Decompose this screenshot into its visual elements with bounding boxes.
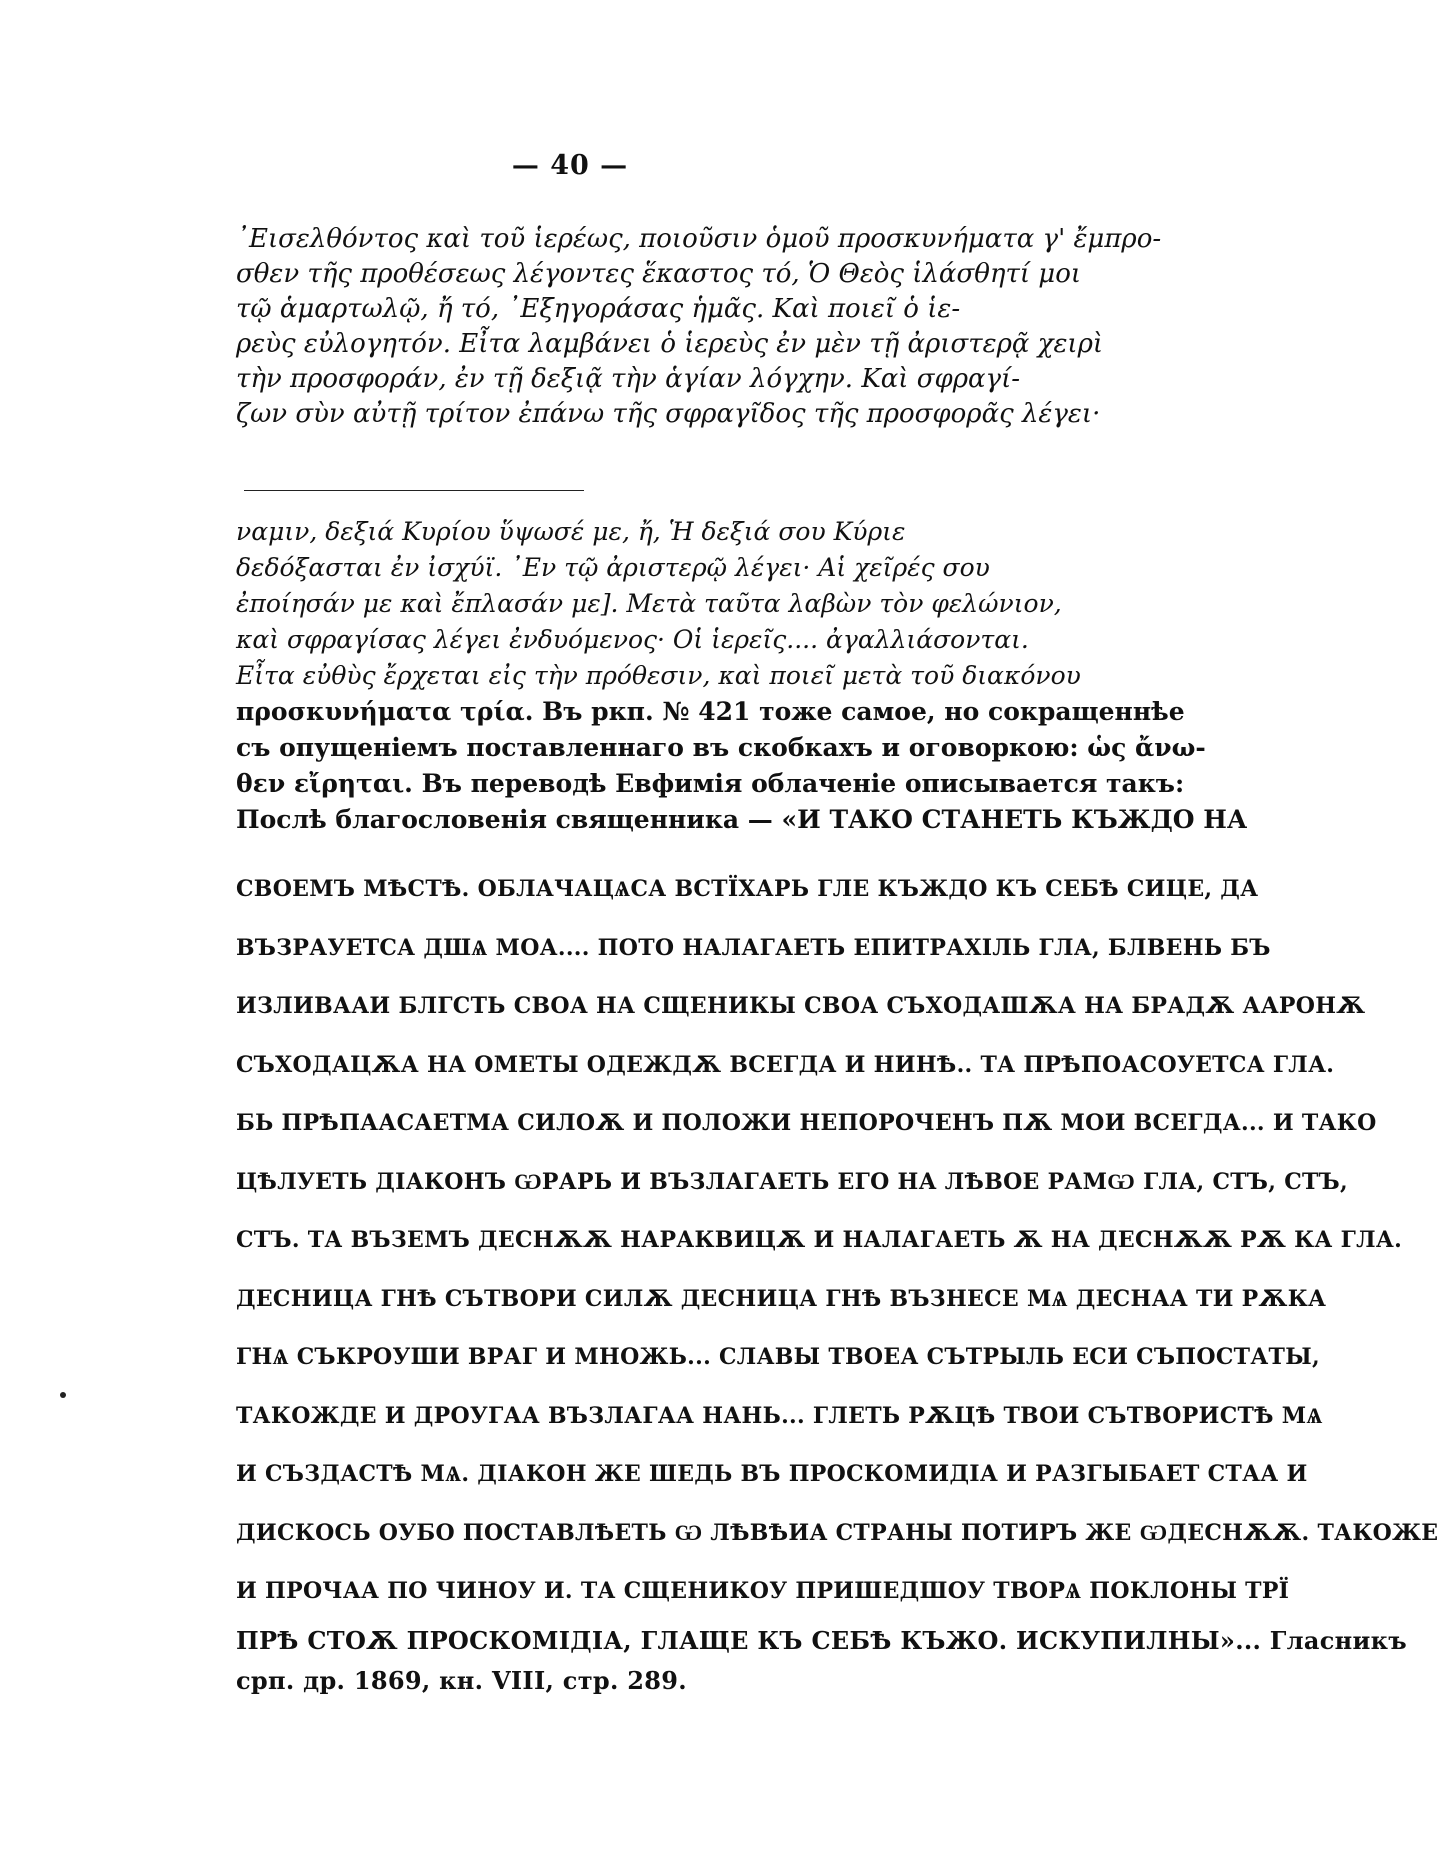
- slavonic-line: ДИСКОСЬ ОУБО ПОСТАВЛѢЕТЬ Ѡ ЛѢВѢИА СТРАНЫ ПОТИРЪ ЖЕ ѠДЕСНѪѪ. ТАКОЖЕ: [236, 1519, 1438, 1546]
- slavonic-line: И СЪЗДАСТѢ МѦ. ДІАКОН ЖЕ ШЕДЬ ВЪ ПРОСКОМИДІА И РАЗГЫБАЕТ СТАА И: [236, 1461, 1308, 1487]
- slavonic-line: БЬ ПРѢПААСАЕТМА СИЛОѪ И ПОЛОЖИ НЕПОРОЧЕНЪ ПѪ МОИ ВСЕГДА... И ТАКО: [236, 1110, 1377, 1136]
- slavonic-line: СЪХОДАЦѪА НА ОМЕТЫ ОДЕЖДѪ ВСЕГДА И НИНѢ.. ТА ПРѢПОАСОУЕТСА ГЛА.: [236, 1051, 1335, 1078]
- slavonic-line: СТЪ. ТА ВЪЗЕМЪ ДЕСНѪѪ НАРАКВИЦѪ И НАЛАГАЕТЬ Ѫ НА ДЕСНѪѪ РѪ КА ГЛА.: [236, 1227, 1403, 1253]
- slavonic-line: СВОЕМЪ МѢСТѢ. ОБЛАЧАЦѦСА ВСТЇХАРЬ ГЛЕ КЪЖДО КЪ СЕБѢ СИЦЕ, ДА: [236, 876, 1259, 902]
- slavonic-citation-line: ПРѢ СТОѪ ПРОСКОМІДІА, ГЛАЩЕ КЪ СЕБѢ КЪЖО. ИСКУПИЛНЫ»... Гласникъ: [236, 1625, 1407, 1655]
- slavonic-line: ГНѦ СЪКРОУШИ ВРАГ И МНОЖЬ... СЛАВЫ ТВОЕА СЪТРЫЛЬ ЕСИ СЪПОСТАТЫ,: [236, 1344, 1320, 1370]
- slavonic-line: ДЕСНИЦА ГНѢ СЪТВОРИ СИЛѪ ДЕСНИЦА ГНѢ ВЪЗНЕСЕ МѦ ДЕСНАА ТИ РѪКА: [236, 1285, 1327, 1312]
- footnote-line: θεν εἴρηται. Въ переводѣ Евфимія облаченіе описывается такъ:: [236, 769, 1185, 798]
- citation-line: срп. др. 1869, кн. VIII, стр. 289.: [236, 1665, 687, 1695]
- main-text-line: ζων σὺν αὐτῇ τρίτον ἐπάνω τῆς σφραγῖδος τῆς προσφορᾶς λέγει·: [236, 399, 1101, 429]
- footnote-line: καὶ σφραγίσας λέγει ἐνδυόμενος· Οἱ ἱερεῖς.... ἀγαλλιάσονται.: [236, 625, 1029, 654]
- footnote-line: Послѣ благословенія священника — «И ТАКО СТАНЕТЬ КЪЖДО НА: [236, 805, 1248, 834]
- footnote-line: προσκυνήματα τρία. Въ ркп. № 421 тоже самое, но сокращеннѣе: [236, 697, 1185, 726]
- slavonic-line: И ПРОЧАА ПО ЧИНОУ И. ТА СЩЕНИКОУ ПРИШЕДШОУ ТВОРѦ ПОКЛОНЫ ТРЇ: [236, 1578, 1290, 1604]
- footnote-line: съ опущеніемъ поставленнаго въ скобкахъ и оговоркою: ὡς ἄνω-: [236, 733, 1206, 762]
- main-text-line: ρεὺς εὐλογητόν. Εἶτα λαμβάνει ὁ ἱερεὺς ἐν μὲν τῇ ἀριστερᾷ χειρὶ: [236, 329, 1104, 359]
- main-text-line: σθεν τῆς προθέσεως λέγοντες ἕκαστος τό, Ὁ Θεὸς ἱλάσθητί μοι: [236, 259, 1082, 289]
- footnote-block: [236, 514, 1248, 838]
- footnote-line: ἐποίησάν με καὶ ἔπλασάν με]. Μετὰ ταῦτα λαβὼν τὸν φελώνιον,: [236, 589, 1062, 618]
- slavonic-line: ВЪЗРАУЕТСА ДШѦ МОА.... ПОТО НАЛАГАЕТЬ ЕПИТРАХІЛЬ ГЛА, БЛВЕНЬ БЪ: [236, 934, 1271, 961]
- footnote-line: ναμιν, δεξιά Κυρίου ὕψωσέ με, ἤ, Ἡ δεξιά σου Κύριε: [236, 517, 906, 546]
- main-text-line: τὴν προσφοράν, ἐν τῇ δεξιᾷ τὴν ἁγίαν λόγχην. Καὶ σφραγί-: [236, 364, 1021, 394]
- main-text-block: [236, 222, 1162, 432]
- slavonic-line: ИЗЛИВААИ БЛГСТЬ СВОА НА СЩЕНИКЫ СВОА СЪХОДАШѪА НА БРАДѪ ААРОНѪ: [236, 993, 1366, 1019]
- footnote-line: δεδόξασται ἐν ἰσχύϊ. ᾿Εν τῷ ἀριστερῷ λέγει· Αἱ χεῖρές σου: [236, 553, 990, 582]
- slavonic-line: ЦѢЛУЕТЬ ДІАКОНЪ ѠРАРЬ И ВЪЗЛАГАЕТЬ ЕГО НА ЛѢВОЕ РАМѠ ГЛА, СТЪ, СТЪ,: [236, 1168, 1348, 1195]
- slavonic-quotation-block: [236, 860, 1438, 1701]
- footnote-line: Εἶτα εὐθὺς ἔρχεται εἰς τὴν πρόθεσιν, καὶ ποιεῖ μετὰ τοῦ διακόνου: [236, 661, 1081, 690]
- main-text-line: ᾿Εισελθόντος καὶ τοῦ ἱερέως, ποιοῦσιν ὁμοῦ προσκυνήματα γ' ἔμπρο-: [236, 224, 1162, 254]
- page-number: — 40 —: [511, 150, 629, 181]
- margin-mark: [60, 1392, 66, 1398]
- footnote-divider: [244, 490, 584, 491]
- main-text-line: τῷ ἁμαρτωλῷ, ἤ τό, ᾿Εξηγοράσας ἡμᾶς. Καὶ ποιεῖ ὁ ἱε-: [236, 294, 961, 324]
- slavonic-line: ТАКОЖДЕ И ДРОУГАА ВЪЗЛАГАА НАНЬ... ГЛЕТЬ РѪЦѢ ТВОИ СЪТВОРИСТѢ МѦ: [236, 1402, 1323, 1429]
